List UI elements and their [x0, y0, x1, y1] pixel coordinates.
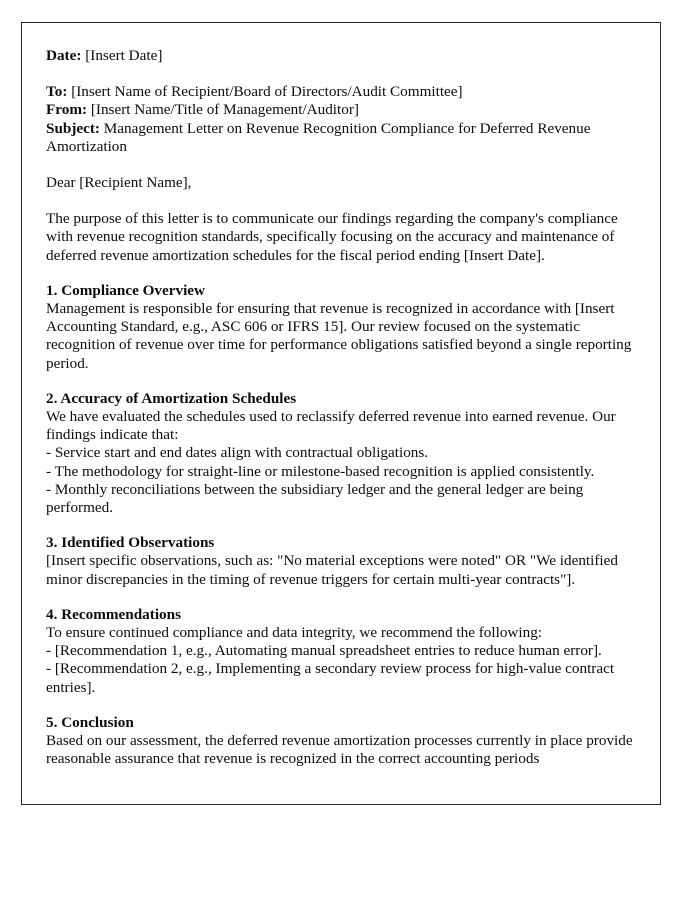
document-body [22, 23, 660, 769]
section-heading: 3. Identified Observations [46, 534, 215, 552]
spacer [46, 373, 634, 390]
to-label: To: [46, 83, 68, 101]
document-page [21, 22, 661, 805]
section-body: [Insert specific observations, such as: "No material exceptions were noted" OR "We identified minor discrepancies in the timing of revenue triggers for certain multi-year contracts"]. [46, 552, 618, 588]
section-heading: 2. Accuracy of Amortization Schedules [46, 389, 297, 407]
spacer [46, 192, 634, 210]
section-recommendations [46, 606, 634, 697]
date-line [46, 47, 634, 65]
spacer [46, 589, 634, 606]
from-value: [Insert Name/Title of Management/Auditor] [90, 101, 359, 119]
section-conclusion [46, 714, 634, 769]
spacer [46, 265, 634, 282]
to-value: [Insert Name of Recipient/Board of Directors/Audit Committee] [71, 83, 463, 101]
subject-line [46, 120, 634, 156]
section-body: We have evaluated the schedules used to reclassify deferred revenue into earned revenue. Our findings indicate that: [46, 408, 616, 444]
section-heading: 1. Compliance Overview [46, 281, 206, 299]
section-heading: 5. Conclusion [46, 713, 134, 731]
from-label: From: [46, 101, 88, 119]
section-body: Based on our assessment, the deferred revenue amortization processes currently in place provide reasonable assurance that revenue is recognized in the correct accounting periods [46, 732, 633, 768]
list-item: - [Recommendation 2, e.g., Implementing a secondary review process for high-value contract entries]. [46, 660, 615, 696]
section-compliance-overview [46, 282, 634, 373]
list-item: - [Recommendation 1, e.g., Automating manual spreadsheet entries to reduce human error]. [46, 642, 602, 660]
spacer [46, 517, 634, 534]
list-item: - The methodology for straight-line or milestone-based recognition is applied consistently. [46, 462, 595, 480]
spacer [46, 156, 634, 174]
section-accuracy-of-amortization-schedules [46, 390, 634, 517]
list-item: - Service start and end dates align with contractual obligations. [46, 444, 429, 462]
subject-value: Management Letter on Revenue Recognition Compliance for Deferred Revenue Amortization [46, 119, 591, 155]
date-value: [Insert Date] [85, 47, 163, 64]
section-body: Management is responsible for ensuring that revenue is recognized in accordance with [Insert Accounting Standard, e.g., ASC 606 or IFRS 15]. Our review focused on the systematic recognition of revenue over time for performance obligations satisfied beyond a single reporting period. [46, 300, 632, 372]
spacer [46, 65, 634, 83]
section-body: To ensure continued compliance and data integrity, we recommend the following: [46, 624, 543, 642]
section-heading: 4. Recommendations [46, 605, 181, 623]
list-item: - Monthly reconciliations between the subsidiary ledger and the general ledger are being performed. [46, 480, 584, 517]
section-identified-observations [46, 534, 634, 589]
from-line [46, 101, 634, 119]
to-line [46, 83, 634, 101]
date-label: Date: [46, 47, 82, 64]
spacer [46, 697, 634, 714]
salutation: Dear [Recipient Name], [46, 174, 192, 192]
intro-paragraph: The purpose of this letter is to communicate our findings regarding the company's compliance with revenue recognition standards, specifically focusing on the accuracy and maintenance of deferred revenue amortization schedules for the fiscal period ending [Insert Date]. [46, 210, 618, 264]
subject-label: Subject: [46, 119, 100, 137]
